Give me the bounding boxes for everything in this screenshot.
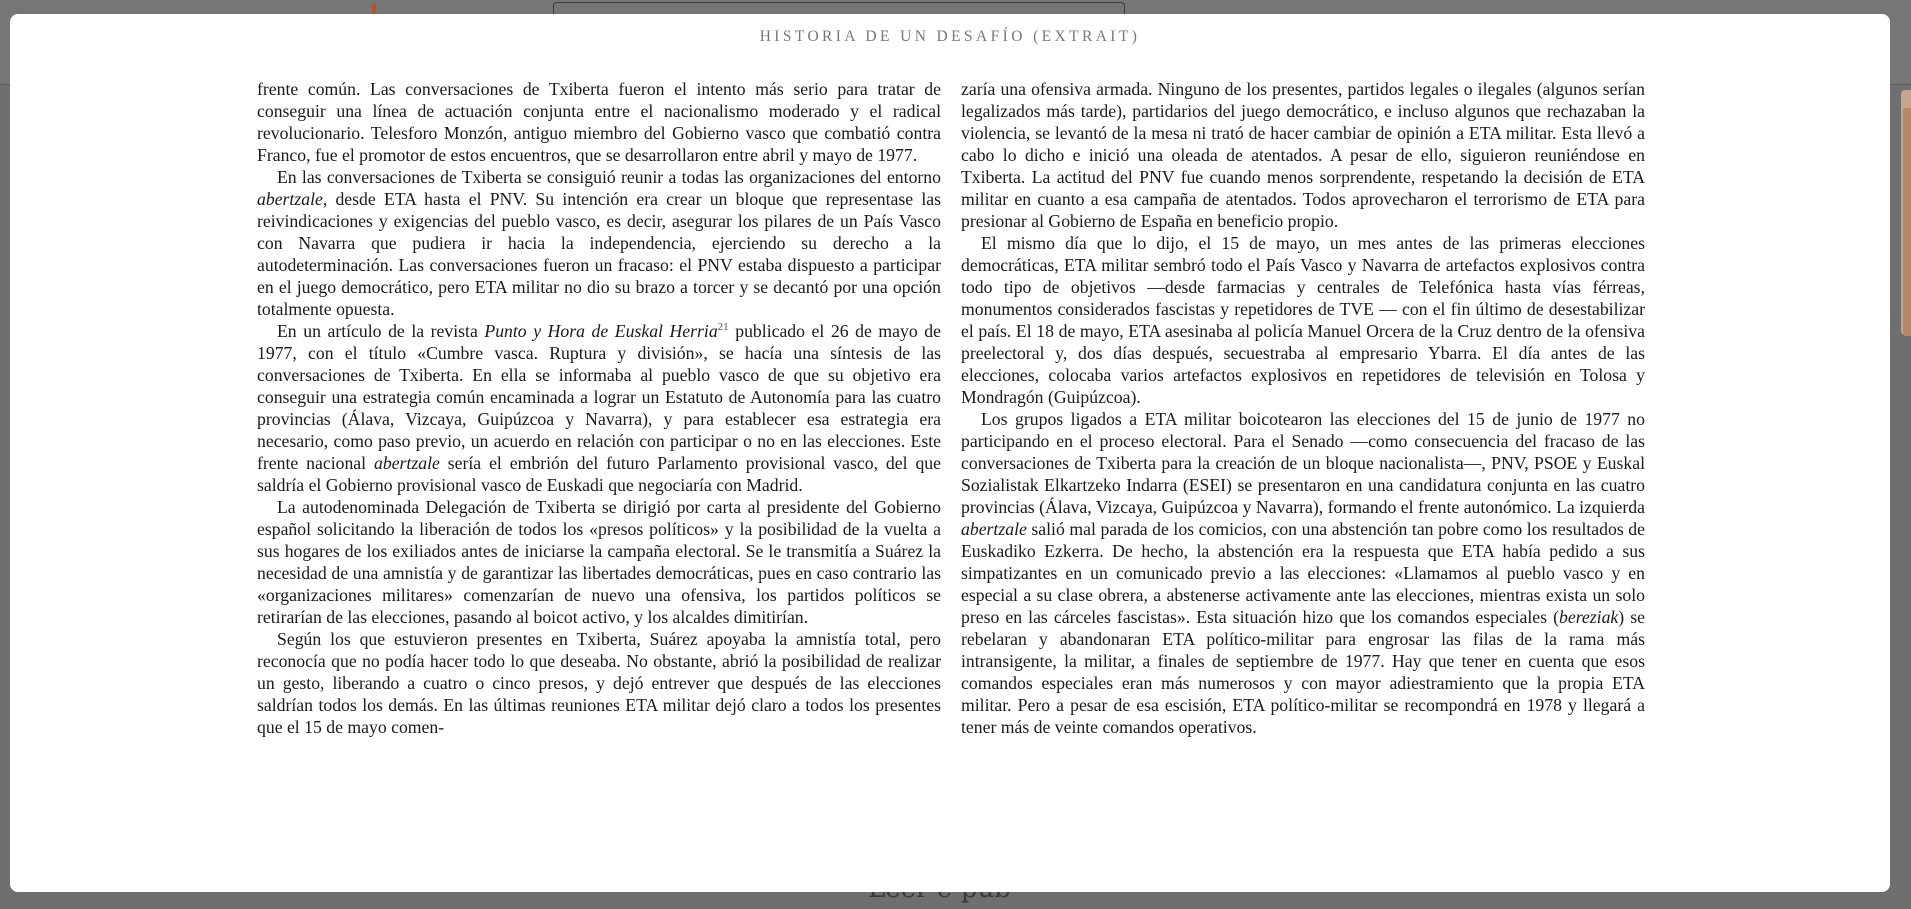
paragraph-text: Según los que estuvieron presentes en Txiberta, Suárez apoyaba la amnistía total, pero reconocía que no podía hacer todo lo que deseaba. No obstante, abrió la posibilidad de realizar un gesto, liberando a cuatro o cinco presos, y dejó entrever que después de las elecciones saldrían todos los demás. En las últimas reuniones ETA militar dejó claro a todos los presentes que el 15 de mayo comen-: [257, 629, 941, 737]
paragraph-text: , desde ETA hasta el PNV. Su intención era crear un bloque que representase las reivindicaciones y exigencias del pueblo vasco, es decir, asegurar los pilares de un País Vasco con Navarra que pudiera ir hacia la independencia, ejerciendo su derecho a la autodeterminación. Las conversaciones fueron un fracaso: el PNV estaba dispuesto a participar en el juego democrático, pero ETA militar no dio su brazo a torcer y se decantó por una opción totalmente opuesta.: [257, 189, 941, 319]
paragraph: [961, 78, 1645, 232]
paragraph-text: El mismo día que lo dijo, el 15 de mayo, un mes antes de las primeras elecciones democráticas, ETA militar sembró todo el País Vasco y Navarra de artefactos explosivos contra todo tipo de objetivos —desde farmacias y centrales de Telefónica hasta vías férreas, monumentos considerados fascistas y repetidores de TVE — con el fin último de desestabilizar el país. El 18 de mayo, ETA asesinaba al policía Manuel Orcera de la Cruz dentro de la ofensiva preelectoral y, dos días después, secuestraba al empresario Ybarra. El día antes de las elecciones, colocaba varios artefactos explosivos en repetidores de televisión en Tolosa y Mondragón (Guipúzcoa).: [961, 233, 1645, 407]
paragraph-text: publicado el 26 de mayo de 1977, con el título «Cumbre vasca. Ruptura y división», se hacía una síntesis de las conversaciones de Txiberta. En ella se informaba al pueblo vasco de que su objetivo era conseguir una estrategia común encaminada a lograr un Estatuto de Autonomía para las cuatro provincias (Álava, Vizcaya, Guipúzcoa y Navarra), y para establecer esa estrategia era necesario, como paso previo, un acuerdo en relación con participar o no en las elecciones. Este frente nacional: [257, 321, 941, 473]
excerpt-modal[interactable]: [10, 14, 1890, 892]
paragraph-text: salió mal parada de los comicios, con una abstención tan pobre como los resultados de Euskadiko Ezkerra. De hecho, la abstención era la respuesta que ETA había pedido a sus simpatizantes en un comunicado previo a las elecciones: «Llamamos al pueblo vasco y en especial a su clase obrera, a abstenerse activamente ante las elecciones, mientras exista un solo preso en las cárceles fascistas». Esta situación hizo que los comandos especiales (: [961, 519, 1645, 627]
paragraph-text: En un artículo de la revista: [277, 321, 485, 341]
paragraph-text: Los grupos ligados a ETA militar boicotearon las elecciones del 15 de junio de 1977 no participando en el proceso electoral. Para el Senado —como consecuencia del fracaso de las conversaciones de Txiberta para la creación de un bloque nacionalista—, PNV, PSOE y Euskal Sozialistak Elkartzeko Indarra (ESEI) se presentaron en una candidatura conjunta en las cuatro provincias (Álava, Vizcaya, Guipúzcoa y Navarra), formando el frente autonómico. La izquierda: [961, 409, 1645, 517]
paragraph-text: La autodenominada Delegación de Txiberta se dirigió por carta al presidente del Gobierno español solicitando la liberación de todos los «presos políticos» y la posibilidad de la vuelta a sus hogares de los exiliados antes de iniciarse la campaña electoral. Se le transmitía a Suárez la necesidad de una amnistía y de garantizar las libertades democráticas, pues en caso contrario las «organizaciones militares» comenzarían de nuevo una ofensiva, los partidos políticos se retirarían de las elecciones, pasando al boicot activo, y los alcaldes dimitirían.: [257, 497, 941, 627]
paragraph: [257, 628, 941, 738]
modal-title: HISTORIA DE UN DESAFÍO (EXTRAIT): [759, 28, 1141, 45]
text-column-right: [961, 78, 1645, 738]
paragraph: [257, 320, 941, 496]
text-column-left: [257, 78, 941, 738]
italic-term: bereziak: [1559, 607, 1619, 627]
italic-term: abertzale: [961, 519, 1027, 539]
paragraph-text: En las conversaciones de Txiberta se consiguió reunir a todas las organizaciones del entorno: [277, 167, 941, 187]
footnote-reference-link[interactable]: 21: [717, 321, 729, 334]
italic-title: Punto y Hora de Euskal Herria: [484, 321, 718, 341]
paragraph-text: ) se rebelaran y abandonaran ETA político-militar para engrosar las filas de la rama más intransigente, la militar, a finales de septiembre de 1977. Hay que tener en cuenta que esos comandos especiales eran más numerosos y con mayor adiestramiento que la propia ETA militar. Pero a pesar de esa escisión, ETA político-militar se recompondrá en 1978 y llegará a tener más de veinte comandos operativos.: [961, 607, 1645, 737]
paragraph: [257, 78, 941, 166]
paragraph-text: zaría una ofensiva armada. Ninguno de los presentes, partidos legales o ilegales (algunos serían legalizados más tarde), partidarios del juego democrático, e incluso algunos que rechazaban la violencia, se levantó de la mesa ni trató de hacer cambiar de opinión a ETA militar. Esta llevó a cabo lo dicho e inició una oleada de atentados. A pesar de ello, siguieron reuniéndose en Txiberta. La actitud del PNV fue cuando menos sorprendente, respetando la decisión de ETA militar en cuanto a esa campaña de atentados. Todos aprovecharon el terrorismo de ETA para presionar al Gobierno de España en beneficio propio.: [961, 79, 1645, 231]
paragraph: [257, 166, 941, 320]
paragraph: [961, 408, 1645, 738]
paragraph-text: frente común. Las conversaciones de Txiberta fueron el intento más serio para tratar de conseguir una línea de actuación conjunta entre el nacionalismo moderado y el radical revolucionario. Telesforo Monzón, antiguo miembro del Gobierno vasco que combatió contra Franco, fue el promotor de estos encuentros, que se desarrollaron entre abril y mayo de 1977.: [257, 79, 941, 165]
paragraph-text: sería el embrión del futuro Parlamento provisional vasco, del que saldría el Gobierno provisional vasco de Euskadi que negociaría con Madrid.: [257, 453, 941, 495]
page-scrollbar-thumb[interactable]: [1903, 108, 1911, 336]
italic-term: abertzale: [374, 453, 440, 473]
paragraph: [257, 496, 941, 628]
italic-term: abertzale: [257, 189, 323, 209]
paragraph: [961, 232, 1645, 408]
